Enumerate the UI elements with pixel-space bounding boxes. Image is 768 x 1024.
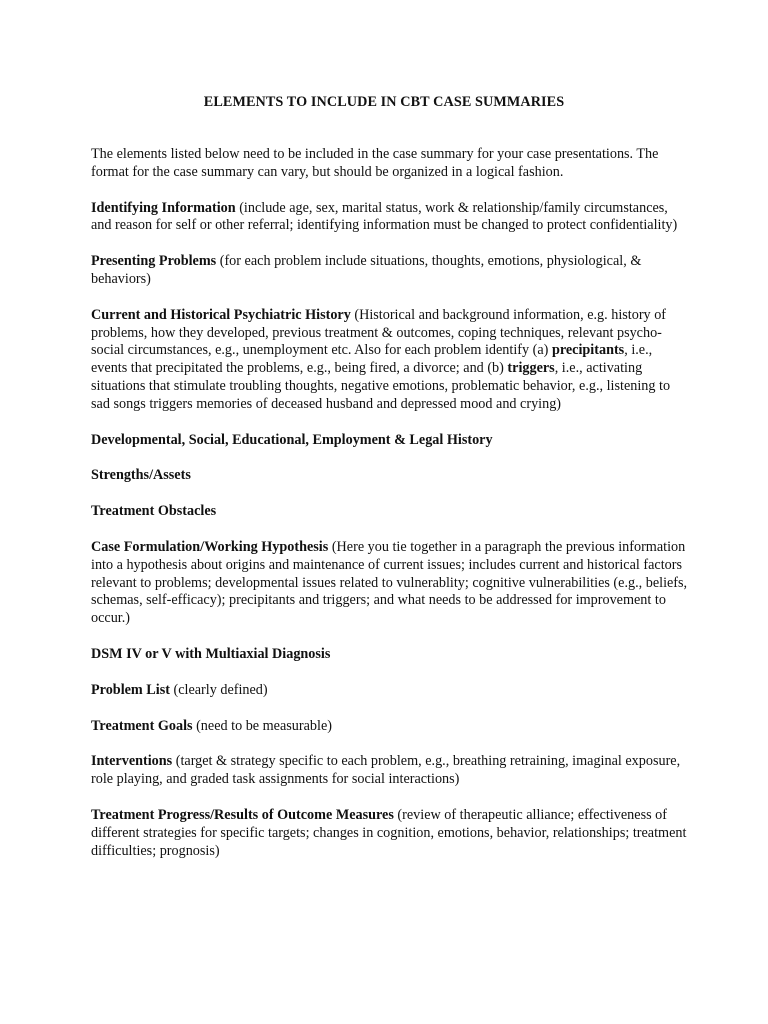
section-description: (clearly defined) xyxy=(169,681,268,698)
section-heading: Treatment Progress/Results of Outcome Measures xyxy=(91,806,394,823)
document-body xyxy=(91,146,691,878)
intro-paragraph: The elements listed below need to be included in the case summary for your case presentations. The format for the case summary can vary, but should be organized in a logical fashion. xyxy=(91,146,659,180)
section-dsm-diagnosis xyxy=(91,646,691,664)
section-heading: Problem List xyxy=(91,681,170,698)
section-description-cont: , i.e., events that precipitated the problems, e.g., being fired, a divorce; and (b) xyxy=(91,342,653,377)
section-heading: Treatment Obstacles xyxy=(91,503,217,520)
section-heading: Interventions xyxy=(91,753,173,770)
section-description: (Here you tie together in a paragraph the previous information into a hypothesis about origins and maintenance of current issues; includes current and historical factors relevant to problems; developmental issues related to vulnerablity; cognitive vulnerabilities (e.g., beliefs, schemas, self-efficacy); precipitants and triggers; and what needs to be addressed for improvement to occur.) xyxy=(91,538,688,627)
section-heading: Presenting Problems xyxy=(91,253,217,270)
section-identifying-information xyxy=(91,200,691,236)
document-title: ELEMENTS TO INCLUDE IN CBT CASE SUMMARIES xyxy=(203,94,565,110)
section-description: (need to be measurable) xyxy=(192,717,332,734)
section-interventions xyxy=(91,753,691,789)
section-description-end: , i.e., activating situations that stimulate troubling thoughts, negative emotions, problematic behavior, e.g., listening to sad songs triggers memories of deceased husband and depressed mood and crying) xyxy=(91,360,671,412)
section-description: (Historical and background information, e.g. history of problems, how they developed, previous treatment & outcomes, coping techniques, relevant psycho-social circumstances, e.g., unemployment etc. Also for each problem identify (a) xyxy=(91,306,667,359)
section-treatment-progress xyxy=(91,807,691,860)
section-problem-list xyxy=(91,682,691,700)
section-case-formulation xyxy=(91,539,691,628)
term-triggers: triggers xyxy=(507,360,555,377)
term-precipitants: precipitants xyxy=(551,342,625,359)
section-treatment-goals xyxy=(91,718,691,736)
section-presenting-problems xyxy=(91,253,691,289)
section-psychiatric-history xyxy=(91,307,691,414)
section-description: (review of therapeutic alliance; effectiveness of different strategies for specific targets; changes in cognition, emotions, behavior, relationships; treatment difficulties; prognosis) xyxy=(91,806,687,859)
section-description: (for each problem include situations, thoughts, emotions, physiological, & behaviors) xyxy=(91,253,642,287)
section-heading: Current and Historical Psychiatric History xyxy=(91,306,351,323)
section-description: (include age, sex, marital status, work & relationship/family circumstances, and reason for self or other referral; identifying information must be changed to protect confidentiality) xyxy=(91,199,678,234)
section-strengths-assets xyxy=(91,467,691,485)
section-treatment-obstacles xyxy=(91,503,691,521)
section-heading: Identifying Information xyxy=(91,199,236,216)
section-heading: Developmental, Social, Educational, Employment & Legal History xyxy=(91,431,493,448)
section-description: (target & strategy specific to each problem, e.g., breathing retraining, imaginal exposure, role playing, and graded task assignments for social interactions) xyxy=(91,753,681,788)
section-heading: Case Formulation/Working Hypothesis xyxy=(91,538,329,555)
section-heading: Treatment Goals xyxy=(91,717,193,734)
section-developmental-history xyxy=(91,432,691,450)
section-heading: DSM IV or V with Multiaxial Diagnosis xyxy=(91,645,331,662)
section-heading: Strengths/Assets xyxy=(91,467,191,484)
